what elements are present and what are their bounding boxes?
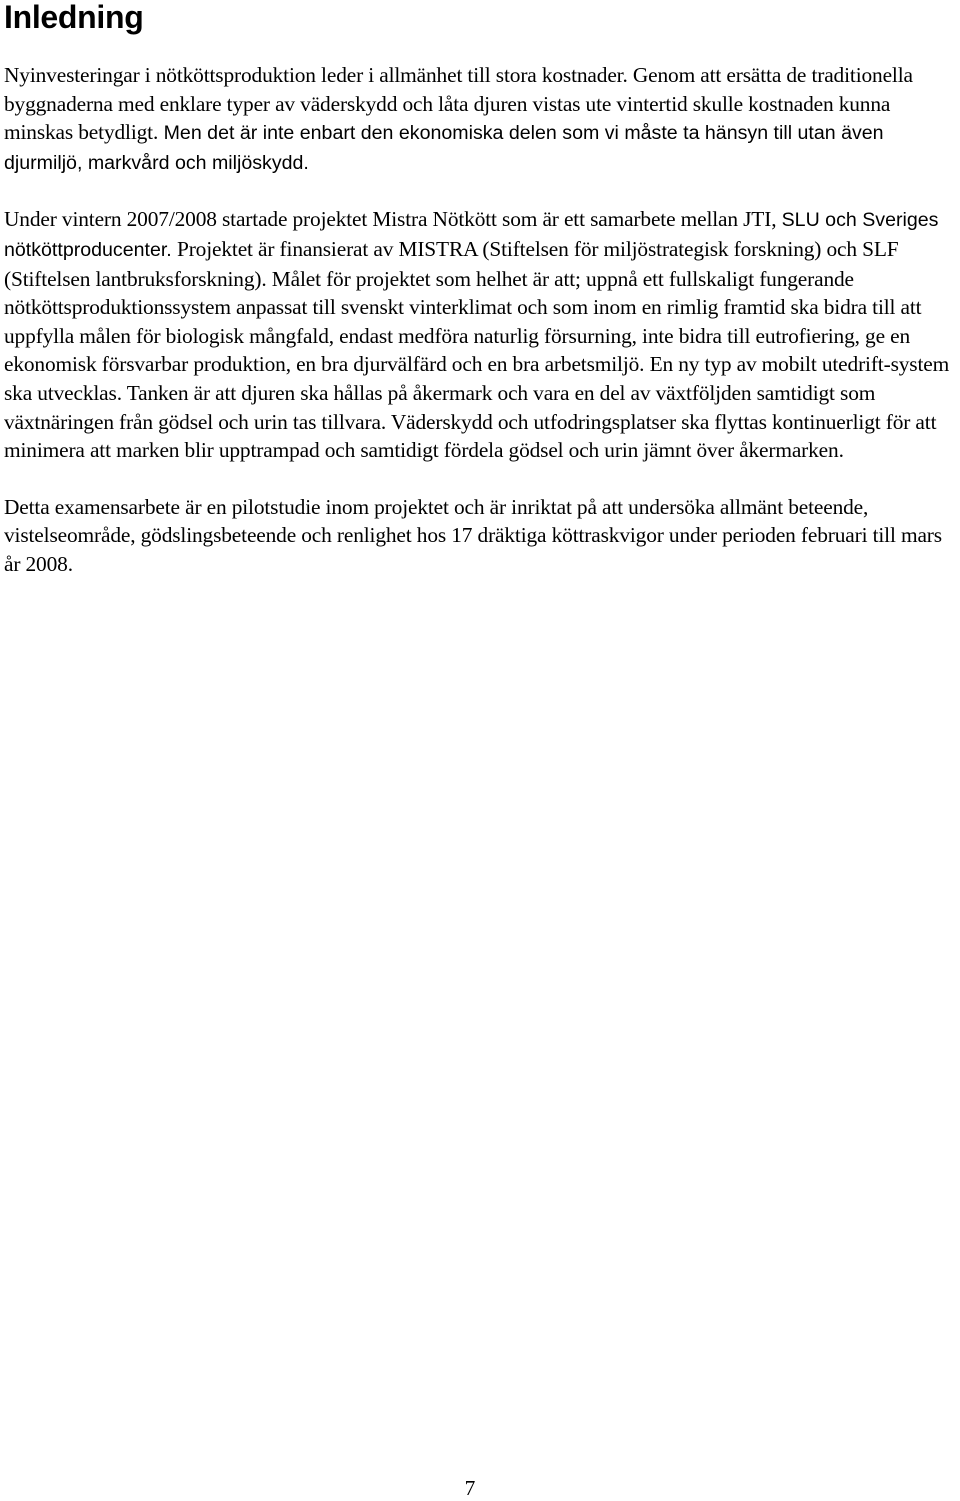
page-number: 7 [464,1476,476,1500]
intro-paragraph-2 [4,205,956,464]
paragraph-2-text-b: SLU och Sveriges nötköttproducenter. [4,209,939,261]
section-heading: Inledning [4,0,144,35]
paragraph-1-text-b: Men det är inte enbart den ekonomiska delen som vi måste ta hänsyn till utan även djurmiljö, markvård och miljöskydd. [4,122,884,174]
document-page [4,0,956,579]
intro-paragraph-3: Detta examensarbete är en pilotstudie inom projektet och är inriktat på att undersöka allmänt beteende, vistelseområde, gödslingsbeteende och renlighet hos 17 dräktiga köttraskvigor under perioden februari till mars år 2008. [4,494,942,576]
intro-paragraph-1 [4,61,956,177]
paragraph-1-text-a: Nyinvesteringar i nötköttsproduktion leder i allmänhet till stora kostnader. Genom att ersätta de traditionella byggnaderna med enklare typer av väderskydd och låta djuren vistas ute vintertid skulle kostnaden kunna minskas betydligt. [4,63,913,145]
paragraph-2-text-c: Projektet är finansierat av MISTRA (Stiftelsen för miljöstrategisk forskning) och SLF (Stiftelsen lantbruksforskning). Målet för projektet som helhet är att; uppnå ett fullskaligt fungerande nötköttsproduktionssystem anpassat till svenskt vinterklimat och som inom en rimlig framtid ska bidra till att uppfylla målen för biologisk mångfald, endast medföra naturlig försurning, inte bidra till eutrofiering, ge en ekonomisk försvarbar produktion, en bra djurvälfärd och en bra arbetsmiljö. En ny typ av mobilt utedrift-system ska utvecklas. Tanken är att djuren ska hållas på åkermark och vara en del av växtföljden samtidigt som växtnäringen från gödsel och urin tas tillvara. Väderskydd och utfodringsplatser ska flyttas kontinuerligt för att minimera att marken blir upptrampad och samtidigt fördela gödsel och urin jämnt över åkermarken. [4,236,950,463]
paragraph-2-text-a: Under vintern 2007/2008 startade projektet Mistra Nötkött som är ett samarbete mellan JTI, [4,207,782,232]
